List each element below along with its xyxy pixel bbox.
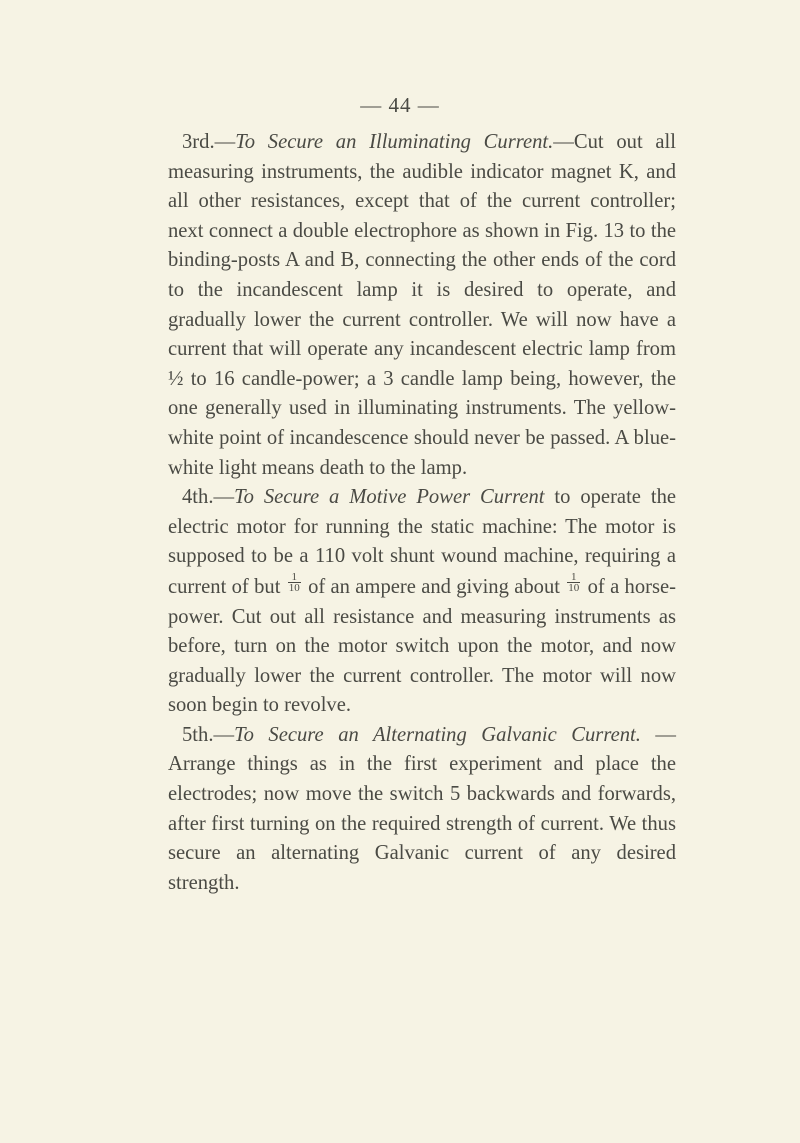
page-text — [168, 128, 676, 898]
paragraph-heading: To Secure an Alternating Galvanic Current. — [234, 723, 641, 746]
paragraph-ordinal: 5th. — [182, 723, 214, 746]
paragraph-ordinal: 3rd. — [182, 131, 215, 153]
paragraph-heading: To Secure a Motive Power Current — [234, 486, 545, 509]
paragraph-3rd — [168, 128, 676, 483]
fraction-numerator: 1 — [567, 572, 580, 583]
paragraph-body: of a horse-power. Cut out all resistance and measuring instruments as before, turn on the motor switch upon the motor, and now gradually lower the current controller. The motor will now soon begin to revolve. — [168, 575, 676, 717]
paragraph-5th — [168, 721, 676, 899]
fraction-ampere — [288, 572, 301, 593]
paragraph-body: —Arrange things as in the first experiment and place the electrodes; now move the switch 5 backwards and forwards, after first turning on the required strength of current. We thus secure an alternating Galvanic current of any desired strength. — [168, 723, 676, 894]
paragraph-body: to operate the electric motor for running the static machine: The motor is supposed to be a 110 volt shunt wound machine, requiring a current of but — [168, 486, 677, 598]
paragraph-ordinal: 4th. — [182, 486, 214, 509]
heading-dash: — — [213, 723, 235, 746]
paragraph-body: —Cut out all measuring instruments, the audible indicator magnet K, and all other resistances, except that of the current controller; next connect a double electrophore as shown in Fig. 13 to the binding-posts A and B, connecting the other ends of the cord to the incandescent lamp it is desired to operate, and gradually lower the current controller. We will now have a current that will operate any incandescent electric lamp from ½ to 16 candle-power; a 3 candle lamp being, however, the one generally used in illuminating instruments. The yellow-white point of incandescence should never be passed. A blue-white light means death to the lamp. — [168, 131, 676, 479]
fraction-numerator: 1 — [288, 572, 301, 583]
paragraph-4th — [168, 483, 676, 721]
fraction-horse-power — [567, 572, 580, 593]
heading-dash: — — [213, 486, 235, 509]
fraction-denominator: 10 — [288, 581, 300, 594]
heading-dash: — — [214, 131, 236, 153]
page-number: — 44 — — [360, 93, 440, 117]
paragraph-body: of an ampere and giving about — [302, 575, 566, 598]
paragraph-heading: To Secure an Illuminating Current. — [235, 131, 554, 153]
fraction-denominator: 10 — [568, 581, 580, 594]
